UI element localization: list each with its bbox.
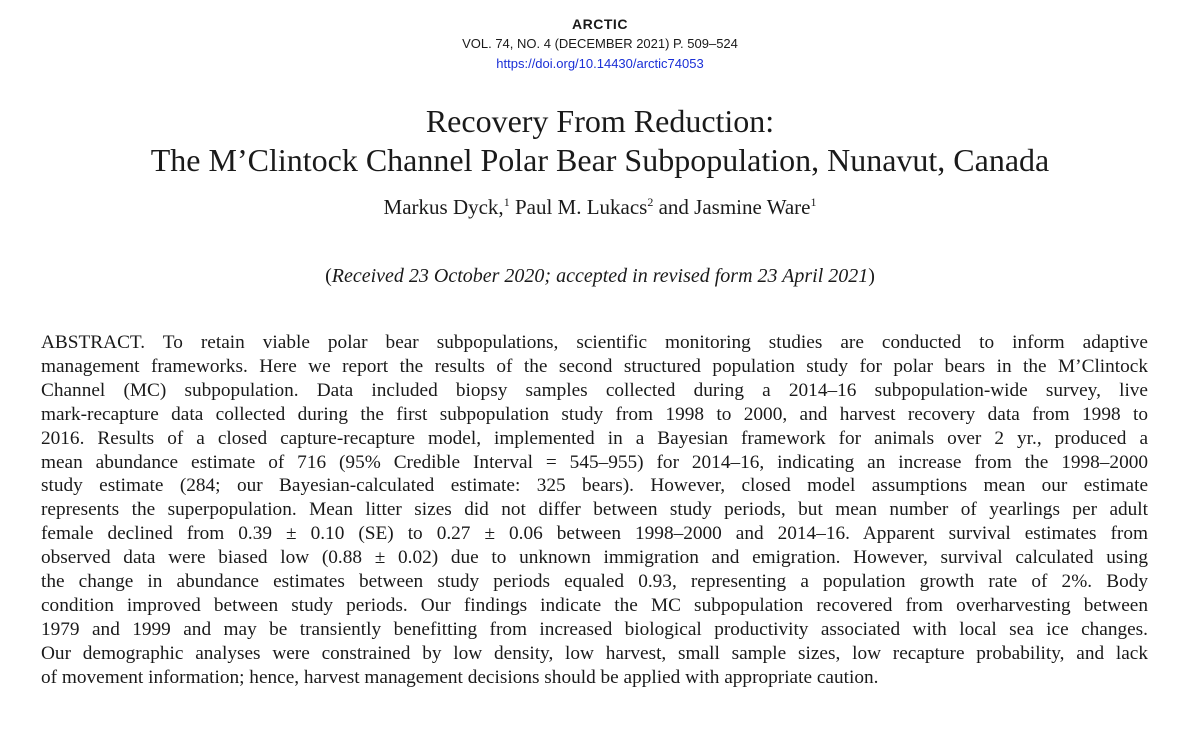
author-name: Paul M. Lukacs	[509, 195, 648, 219]
author-name: Markus Dyck,	[383, 195, 504, 219]
abstract-line: of movement information; hence, harvest management decisions should be applied with appropriate caution.	[41, 666, 879, 688]
title-line-2: The M’Clintock Channel Polar Bear Subpopulation, Nunavut, Canada	[150, 142, 1050, 178]
journal-volume-line: VOL. 74, NO. 4 (DECEMBER 2021) P. 509–524	[462, 36, 738, 51]
author-affiliation: 1	[503, 195, 510, 209]
abstract-line: mark-recapture data collected during the first subpopulation study from 1998 to 2000, and harvest recovery data from 1998 to	[41, 403, 1148, 425]
abstract-line: mean abundance estimate of 716 (95% Credible Interval = 545–955) for 2014–16, indicating an increase from the 1998–2000	[41, 451, 1148, 473]
author-affiliation: 2	[647, 195, 654, 209]
received-dates	[0, 263, 1200, 289]
received-text: Received 23 October 2020; accepted in revised form 23 April 2021	[331, 265, 869, 287]
journal-name: ARCTIC	[572, 16, 628, 32]
abstract-line: Our demographic analyses were constrained by low density, low harvest, small sample sizes, low recapture probability, and lack	[41, 642, 1148, 664]
abstract-line: ABSTRACT. To retain viable polar bear subpopulations, scientific monitoring studies are conducted to inform adaptive	[41, 332, 1148, 353]
abstract-line: management frameworks. Here we report the results of the second structured population study for polar bears in the M’Clintock	[41, 355, 1148, 377]
abstract-line: 2016. Results of a closed capture-recapture model, implemented in a Bayesian framework for animals over 2 yr., produced a	[41, 427, 1148, 449]
abstract-line: Channel (MC) subpopulation. Data included biopsy samples collected during a 2014–16 subpopulation-wide survey, live	[41, 379, 1148, 401]
author-affiliation: 1	[810, 195, 817, 209]
journal-header	[0, 14, 1200, 74]
author-name: and Jasmine Ware	[653, 195, 811, 219]
abstract-line: condition improved between study periods. Our findings indicate the MC subpopulation recovered from overharvesting between	[41, 594, 1148, 616]
abstract-line: represents the superpopulation. Mean litter sizes did not differ between study periods, but mean number of yearlings per adult	[41, 499, 1148, 521]
abstract	[41, 331, 1148, 690]
abstract-line: the change in abundance estimates between study periods equaled 0.93, representing a population growth rate of 2%. Body	[41, 571, 1148, 593]
received-close-paren: )	[868, 265, 875, 287]
abstract-line: observed data were biased low (0.88 ± 0.02) due to unknown immigration and emigration. However, survival calculated using	[41, 547, 1148, 569]
doi-link[interactable]: https://doi.org/10.14430/arctic74053	[496, 56, 704, 71]
title-line-1: Recovery From Reduction:	[425, 103, 775, 139]
abstract-line: female declined from 0.39 ± 0.10 (SE) to 0.27 ± 0.06 between 1998–2000 and 2014–16. Apparent survival estimates from	[41, 523, 1148, 545]
abstract-line: study estimate (284; our Bayesian-calculated estimate: 325 bears). However, closed model assumptions mean our estimate	[41, 475, 1148, 497]
abstract-line: 1979 and 1999 and may be transiently benefitting from increased biological productivity associated with local sea ice changes.	[41, 618, 1148, 640]
article-title	[0, 102, 1200, 180]
author-list	[0, 193, 1200, 221]
received-open-paren: (	[325, 265, 332, 287]
